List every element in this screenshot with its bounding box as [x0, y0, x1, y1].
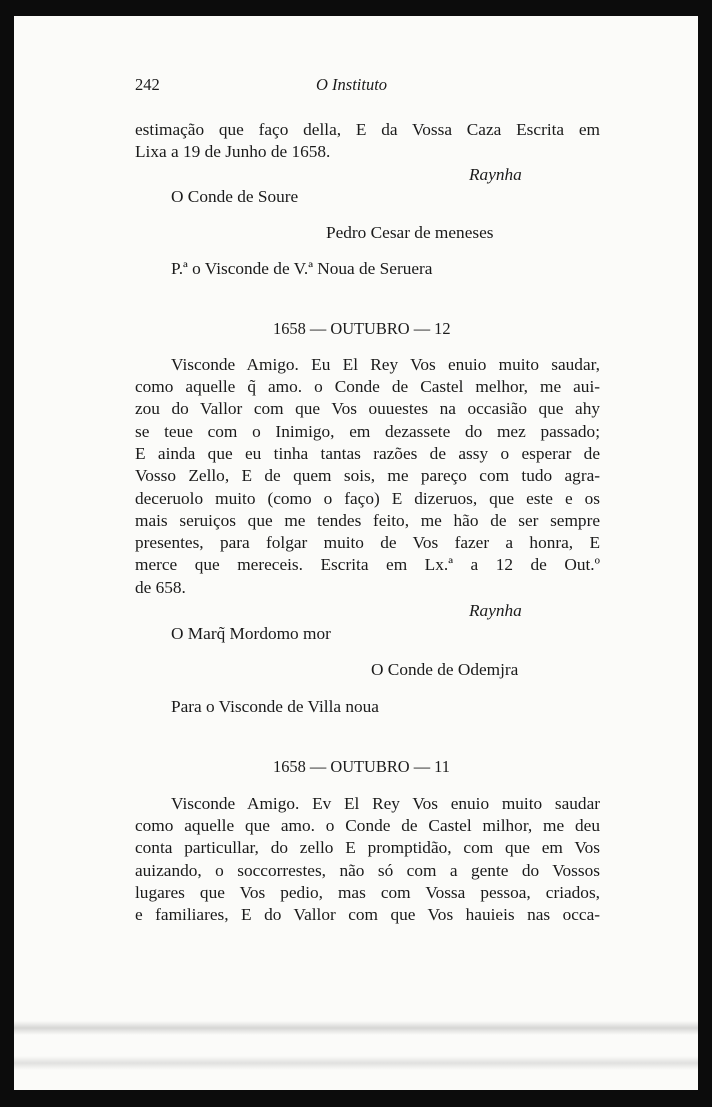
letter3-heading: 1658 — OUTUBRO — 11: [273, 757, 450, 776]
letter3-line-3: conta particullar, do zello E promptidão, com que em Vos: [135, 838, 600, 857]
letter1-countersign-left: O Conde de Soure: [171, 187, 299, 206]
letter2-line-11: de 658.: [135, 578, 186, 597]
letter3-line-5: lugares que Vos pedio, mas com Vossa pessoa, criados,: [135, 883, 600, 902]
letter2-signature: Raynha: [469, 601, 522, 620]
letter1-countersign-right: Pedro Cesar de meneses: [326, 223, 494, 242]
letter2-line-7: deceruolo muito (como o faço) E dizeruos, que este e os: [135, 489, 600, 508]
scan-artifact-band: [14, 1021, 698, 1035]
letter3-line-4: auizando, o soccorrestes, não só com a gente do Vossos: [135, 861, 600, 880]
letter3-line-6: e familiares, E do Vallor com que Vos hauieis nas occa-: [135, 905, 600, 924]
page-number: 242: [135, 75, 160, 94]
letter2-line-1: Visconde Amigo. Eu El Rey Vos enuio muito saudar,: [171, 355, 600, 374]
letter1-line-1: estimação que faço della, E da Vossa Caza Escrita em: [135, 120, 600, 139]
letter1-address: P.ª o Visconde de V.ª Noua de Seruera: [171, 259, 433, 278]
letter2-line-2: como aquelle q̃ amo. o Conde de Castel melhor, me aui-: [135, 377, 600, 396]
letter2-line-6: Vosso Zello, E de quem sois, me pareço com tudo agra-: [135, 466, 600, 485]
letter1-signature: Raynha: [469, 165, 522, 184]
letter2-line-3: zou do Vallor com que Vos ouuestes na occasião que ahy: [135, 399, 600, 418]
letter2-line-9: presentes, para folgar muito de Vos fazer a honra, E: [135, 533, 600, 552]
letter2-countersign-right: O Conde de Odemjra: [371, 660, 519, 679]
letter2-line-8: mais seruiços que me tendes feito, me hão de ser sempre: [135, 511, 600, 530]
letter2-line-4: se teue com o Inimigo, em dezassete do mez passado;: [135, 422, 600, 441]
letter1-line-2: Lixa a 19 de Junho de 1658.: [135, 142, 331, 161]
letter2-line-5: E ainda que eu tinha tantas razões de assy o esperar de: [135, 444, 600, 463]
letter2-countersign-left: O Marq̃ Mordomo mor: [171, 624, 331, 643]
letter3-line-2: como aquelle que amo. o Conde de Castel milhor, me deu: [135, 816, 600, 835]
letter2-address: Para o Visconde de Villa noua: [171, 697, 379, 716]
scan-artifact-band: [14, 1056, 698, 1070]
letter3-line-1: Visconde Amigo. Ev El Rey Vos enuio muito saudar: [171, 794, 600, 813]
running-title: O Instituto: [316, 75, 388, 94]
letter2-heading: 1658 — OUTUBRO — 12: [273, 319, 451, 338]
letter2-line-10: merce que mereceis. Escrita em Lx.ª a 12 de Out.º: [135, 555, 600, 574]
scanned-page: [14, 16, 698, 1090]
